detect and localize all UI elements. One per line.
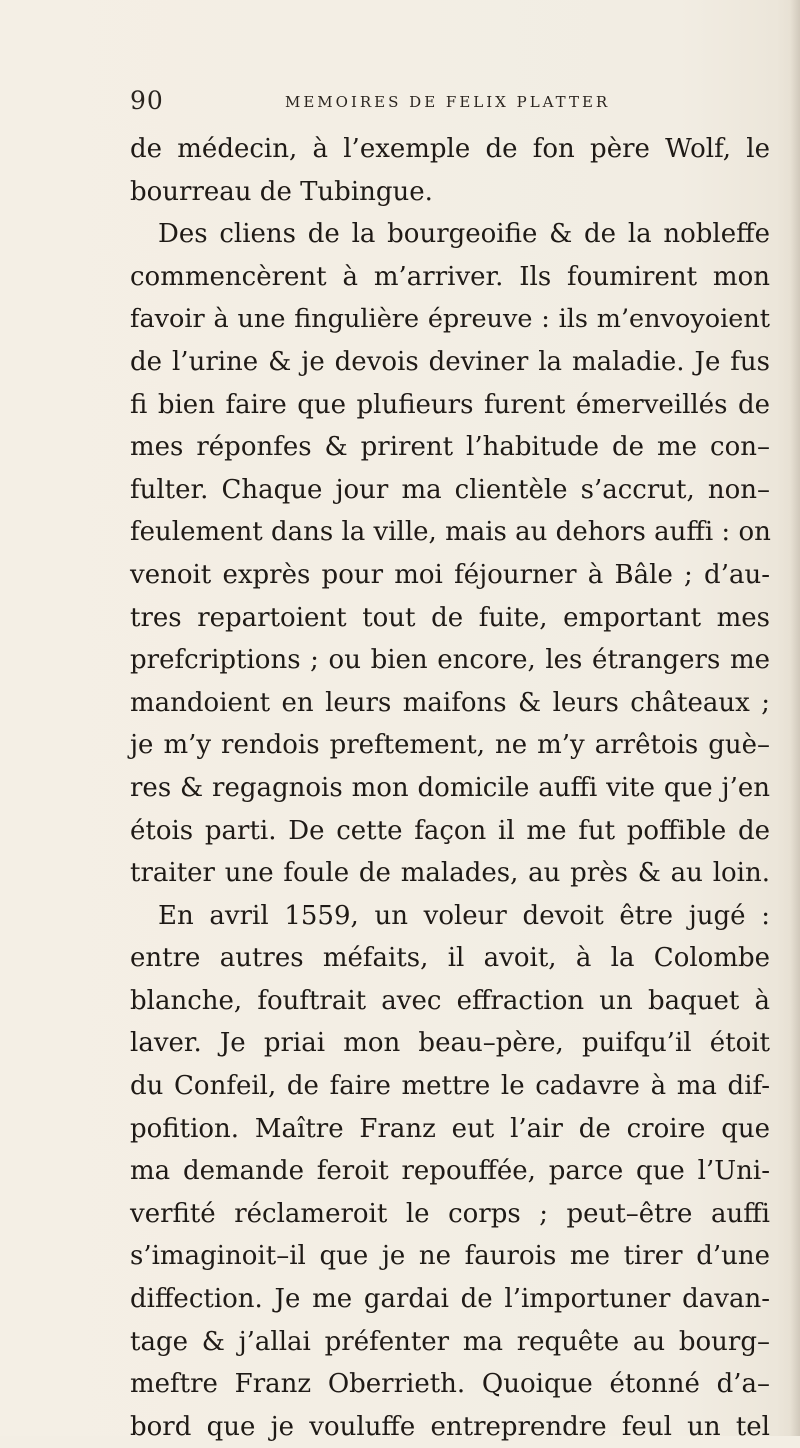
text-line: prefcriptions ; ou bien encore, les étrangers me	[130, 645, 770, 676]
text-line: venoit exprès pour moi féjourner à Bâle ; d’au-	[130, 559, 770, 590]
text-line: Des cliens de la bourgeoifie & de la nobleffe	[158, 219, 770, 250]
text-line: feulement dans la ville, mais au dehors auffi : on	[130, 517, 771, 548]
text-line: meftre Franz Oberrieth. Quoique étonné d’a–	[130, 1369, 770, 1400]
text-line: je m’y rendois preftement, ne m’y arrêtois guè–	[130, 730, 770, 761]
page-number: 90	[130, 86, 164, 115]
text-line: traiter une foule de malades, au près & au loin.	[130, 858, 770, 889]
text-line: laver. Je priai mon beau–père, puifqu’il étoit	[130, 1028, 770, 1059]
text-line: verfité réclameroit le corps ; peut–être auffi	[130, 1198, 770, 1229]
running-title: MEMOIRES DE FELIX PLATTER	[285, 93, 611, 111]
text-line: res & regagnois mon domicile auffi vite que j’en	[130, 772, 770, 803]
text-line: de l’urine & je devois deviner la maladie. Je fus	[130, 346, 770, 377]
text-line: favoir à une fingulière épreuve : ils m’envoyoient	[130, 304, 770, 335]
text-line: mandoient en leurs maifons & leurs châteaux ;	[130, 687, 770, 718]
text-line: fi bien faire que plufieurs furent émerveillés de	[130, 389, 770, 420]
text-line: s’imaginoit–il que je ne faurois me tirer d’une	[130, 1241, 770, 1272]
text-line: entre autres méfaits, il avoit, à la Colombe	[130, 943, 770, 974]
text-line: bord que je vouluffe entreprendre feul un tel	[130, 1411, 770, 1442]
text-line: mes réponfes & prirent l’habitude de me con–	[130, 432, 770, 463]
text-line: blanche, fouftrait avec effraction un baquet à	[130, 985, 770, 1016]
page-edge-shadow	[790, 0, 800, 1436]
text-line: de médecin, à l’exemple de fon père Wolf, le	[130, 134, 770, 164]
text-line: fulter. Chaque jour ma clientèle s’accrut, non–	[130, 474, 770, 505]
text-line: étois parti. De cette façon il me fut poffible de	[130, 815, 770, 846]
text-line: tage & j’allai préfenter ma requête au bourg–	[130, 1326, 770, 1357]
text-line: ma demande feroit repouffée, parce que l’Uni-	[130, 1156, 770, 1187]
text-line: du Confeil, de faire mettre le cadavre à ma dif-	[130, 1071, 770, 1102]
body-text	[130, 128, 770, 1448]
text-line: diffection. Je me gardai de l’importuner davan-	[130, 1284, 770, 1315]
text-line: pofition. Maître Franz eut l’air de croire que	[130, 1113, 770, 1144]
page-header	[130, 88, 650, 118]
text-line: tres repartoient tout de fuite, emportant mes	[130, 602, 770, 633]
text-line: bourreau de Tubingue.	[130, 176, 433, 207]
text-line: commencèrent à m’arriver. Ils foumirent mon	[130, 261, 770, 292]
text-line: En avril 1559, un voleur devoit être jugé :	[158, 900, 770, 931]
